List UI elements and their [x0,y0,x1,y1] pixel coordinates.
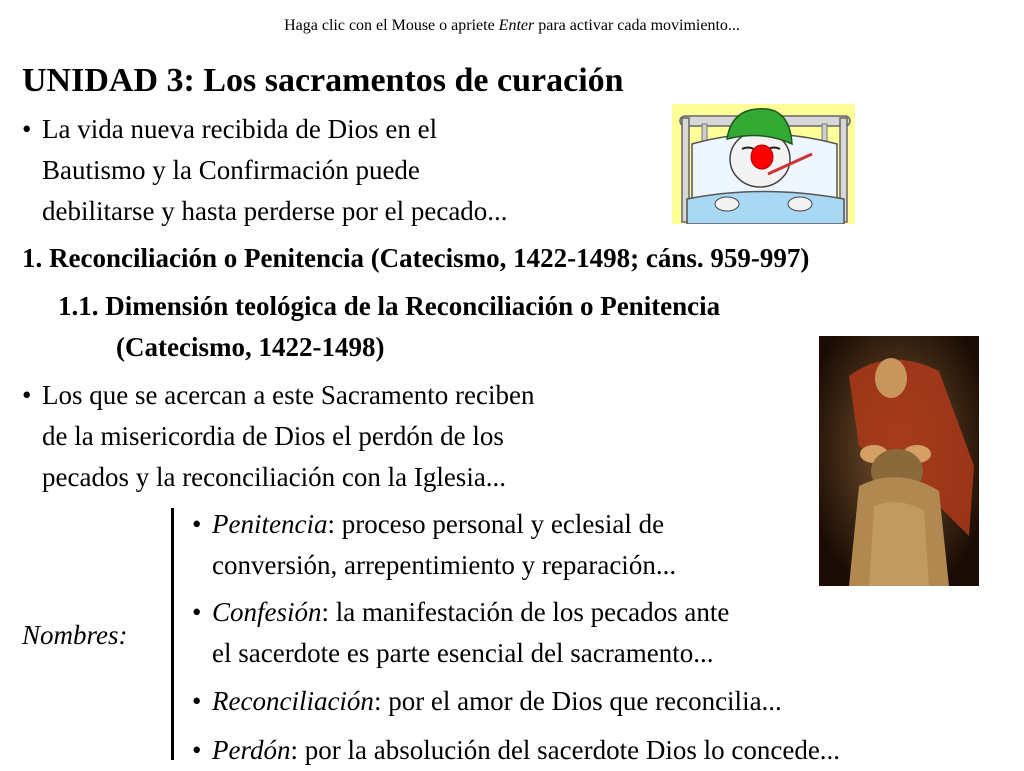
bullet-intro [22,109,508,232]
subsection-heading-line-1: 1.1. Dimensión teológica de la Reconciliación o Penitencia [58,291,721,321]
bullet-marker: • [192,597,202,627]
name-item-line-1 [212,504,676,545]
bullet-sacrament-line-3: pecados y la reconciliación con la Iglesia... [42,462,507,492]
names-label: Nombres: [22,620,128,650]
sick-clown-image [672,104,855,224]
instruction-before: Haga clic con el Mouse o apriete [284,17,499,34]
prodigal-son-painting [819,336,979,586]
bullet-intro-line-3: debilitarse y hasta perderse por el pecado... [42,196,508,226]
name-item-line-2: el sacerdote es parte esencial del sacramento... [212,638,714,668]
name-term: Penitencia [212,509,328,539]
subsection-heading-line-2: (Catecismo, 1422-1498) [116,332,385,362]
bullet-marker: • [192,686,202,716]
name-term: Confesión [212,597,322,627]
name-description: : la manifestación de los pecados ante [321,597,730,627]
name-item-line-1 [212,681,782,722]
name-description: : proceso personal y eclesial de [327,509,665,539]
slide-title: UNIDAD 3: Los sacramentos de curación [22,62,624,99]
name-item-perdon [192,730,840,771]
name-description: : por el amor de Dios que reconcilia... [373,686,782,716]
name-item-confesion [192,592,729,674]
name-item-line-1 [212,730,840,771]
bullet-sacrament-line-1: Los que se acercan a este Sacramento reciben [42,380,535,410]
instruction-after: para activar cada movimiento... [534,17,740,34]
instruction-text [0,16,1024,36]
name-item-reconciliacion [192,681,782,722]
bullet-sacrament-line-2: de la misericordia de Dios el perdón de los [42,421,504,451]
name-term: Perdón [212,735,291,765]
bullet-intro-line-2: Bautismo y la Confirmación puede [42,155,420,185]
subsection-heading [58,286,720,368]
bullet-marker: • [22,114,32,144]
name-description: : por la absolución del sacerdote Dios lo concede... [290,735,841,765]
bullet-intro-line-1: La vida nueva recibida de Dios en el [42,114,438,144]
section-heading: 1. Reconciliación o Penitencia (Catecismo, 1422-1498; cáns. 959-997) [22,243,810,273]
painting-illustration [819,336,979,586]
sick-clown-illustration [672,104,855,224]
bullet-marker: • [192,509,202,539]
name-item-line-2: conversión, arrepentimiento y reparación... [212,550,677,580]
name-item-line-1 [212,592,729,633]
name-item-penitencia [192,504,676,586]
names-divider [171,508,174,760]
bullet-marker: • [192,735,202,765]
name-term: Reconciliación [212,686,374,716]
bullet-sacrament [22,375,535,498]
bullet-marker: • [22,380,32,410]
instruction-key: Enter [498,17,535,34]
